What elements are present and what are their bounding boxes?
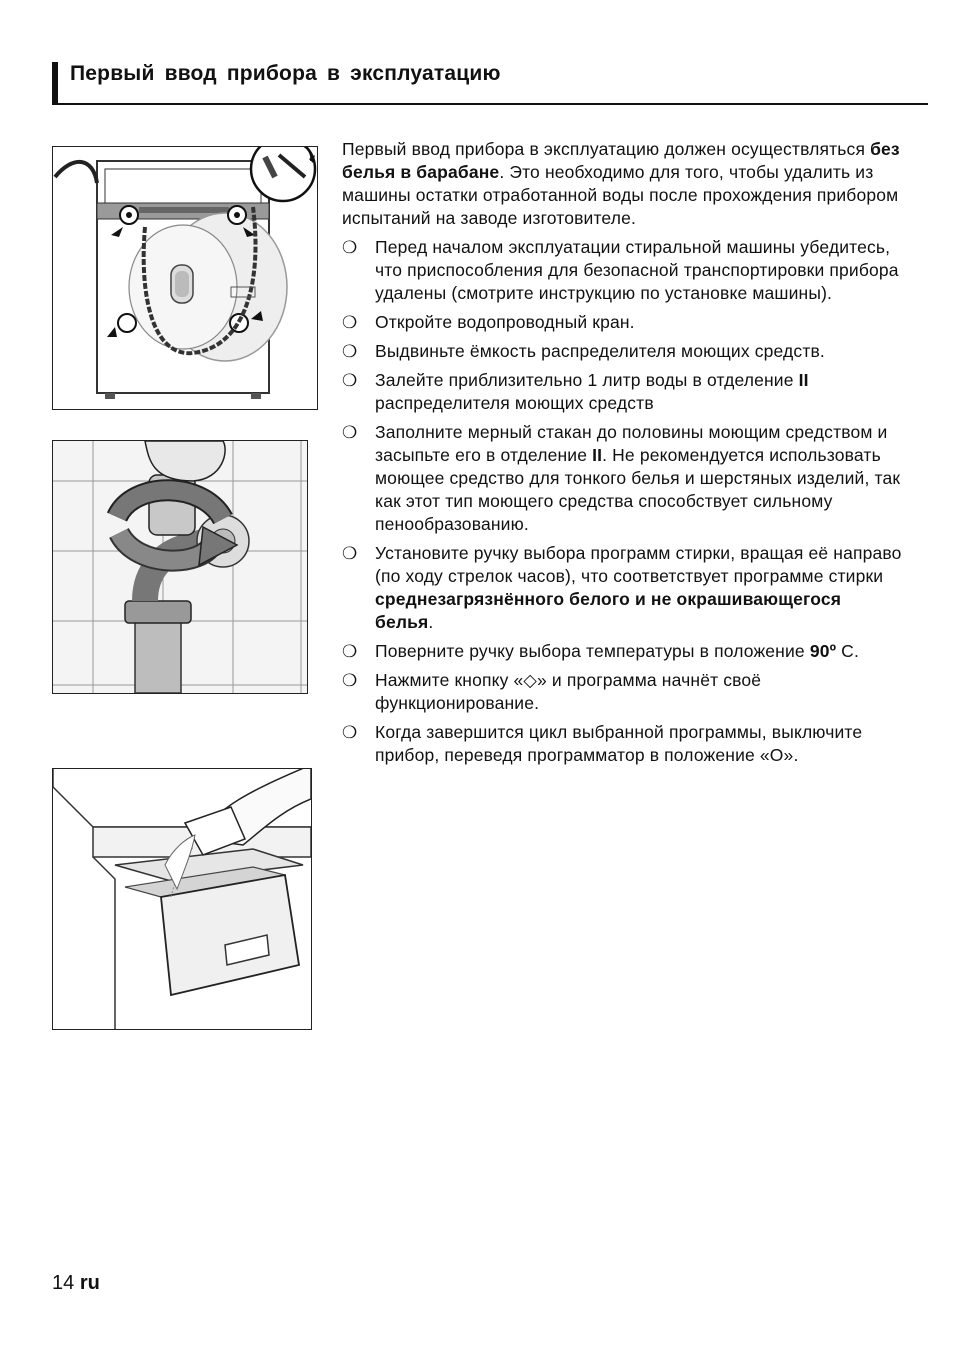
steps-list	[342, 236, 902, 767]
step-text: Откройте водопроводный кран.	[375, 312, 635, 332]
page-number-value: 14	[52, 1272, 75, 1294]
bullet-icon: ❍	[342, 544, 358, 563]
bullet-icon: ❍	[342, 423, 358, 442]
page-title: Первый ввод прибора в эксплуатацию	[70, 62, 501, 85]
step-text-2: .	[428, 612, 434, 632]
list-item	[342, 542, 902, 634]
instructions-text	[342, 138, 902, 773]
water-tap-illustration	[53, 441, 307, 693]
bullet-icon: ❍	[342, 723, 358, 742]
intro-bold: без белья в барабане	[342, 139, 900, 182]
step-text: Поверните ручку выбора температуры в положение	[375, 641, 810, 661]
step-bold: 90º	[809, 641, 837, 661]
page-language: ru	[79, 1272, 100, 1294]
title-bar-decoration	[52, 62, 58, 104]
step-text-2: распределителя моющих средств	[375, 393, 654, 413]
step-text: Нажмите кнопку «◇» и программа начнёт своё функционирование.	[375, 670, 762, 713]
list-item	[342, 421, 902, 536]
list-item	[342, 669, 902, 715]
step-bold: II	[592, 445, 603, 465]
figure-water-tap	[52, 440, 308, 694]
list-item	[342, 369, 902, 415]
figure-detergent-drawer	[52, 768, 312, 1030]
figure-washer-back	[52, 146, 318, 410]
list-item	[342, 236, 902, 305]
step-text: Перед началом эксплуатации стиральной машины убедитесь, что приспособления для безопасной транспортировки прибора удалены (смотрите инструкцию по установке машины).	[375, 237, 899, 303]
bullet-icon: ❍	[342, 671, 358, 690]
step-text-2: . Не рекомендуется использовать моющее средство для тонкого белья и шерстяных изделий, так как этот тип моющего средства способствует сильному пенообразованию.	[375, 445, 901, 534]
step-text: Установите ручку выбора программ стирки, вращая её направо (по ходу стрелок часов), что соответствует программе стирки	[375, 543, 902, 586]
page-number	[52, 1272, 100, 1295]
step-bold: среднезагрязнённого белого и не окрашивающегося белья	[375, 589, 842, 632]
list-item	[342, 721, 902, 767]
list-item	[342, 311, 902, 334]
list-item	[342, 340, 902, 363]
step-text-2: С.	[836, 641, 859, 661]
bullet-icon: ❍	[342, 371, 358, 390]
title-rule	[52, 103, 928, 105]
list-item	[342, 640, 902, 663]
bullet-icon: ❍	[342, 342, 358, 361]
step-bold: II	[798, 370, 809, 390]
step-text: Заполните мерный стакан до половины моющим средством и засыпьте его в отделение	[375, 422, 888, 465]
bullet-icon: ❍	[342, 313, 358, 332]
washer-back-illustration	[53, 147, 317, 409]
intro-text-2: . Это необходимо для того, чтобы удалить из машины остатки отработанной воды после прохождения прибором испытаний на заводе изготовителе.	[342, 162, 899, 228]
intro-paragraph	[342, 138, 902, 230]
detergent-drawer-illustration	[53, 769, 311, 1029]
bullet-icon: ❍	[342, 642, 358, 661]
bullet-icon: ❍	[342, 238, 358, 257]
intro-text-1: Первый ввод прибора в эксплуатацию должен осуществляться	[342, 139, 871, 159]
step-text: Выдвиньте ёмкость распределителя моющих средств.	[375, 341, 825, 361]
step-text: Когда завершится цикл выбранной программы, выключите прибор, переведя программатор в положение «О».	[375, 722, 863, 765]
step-text: Залейте приблизительно 1 литр воды в отделение	[375, 370, 799, 390]
